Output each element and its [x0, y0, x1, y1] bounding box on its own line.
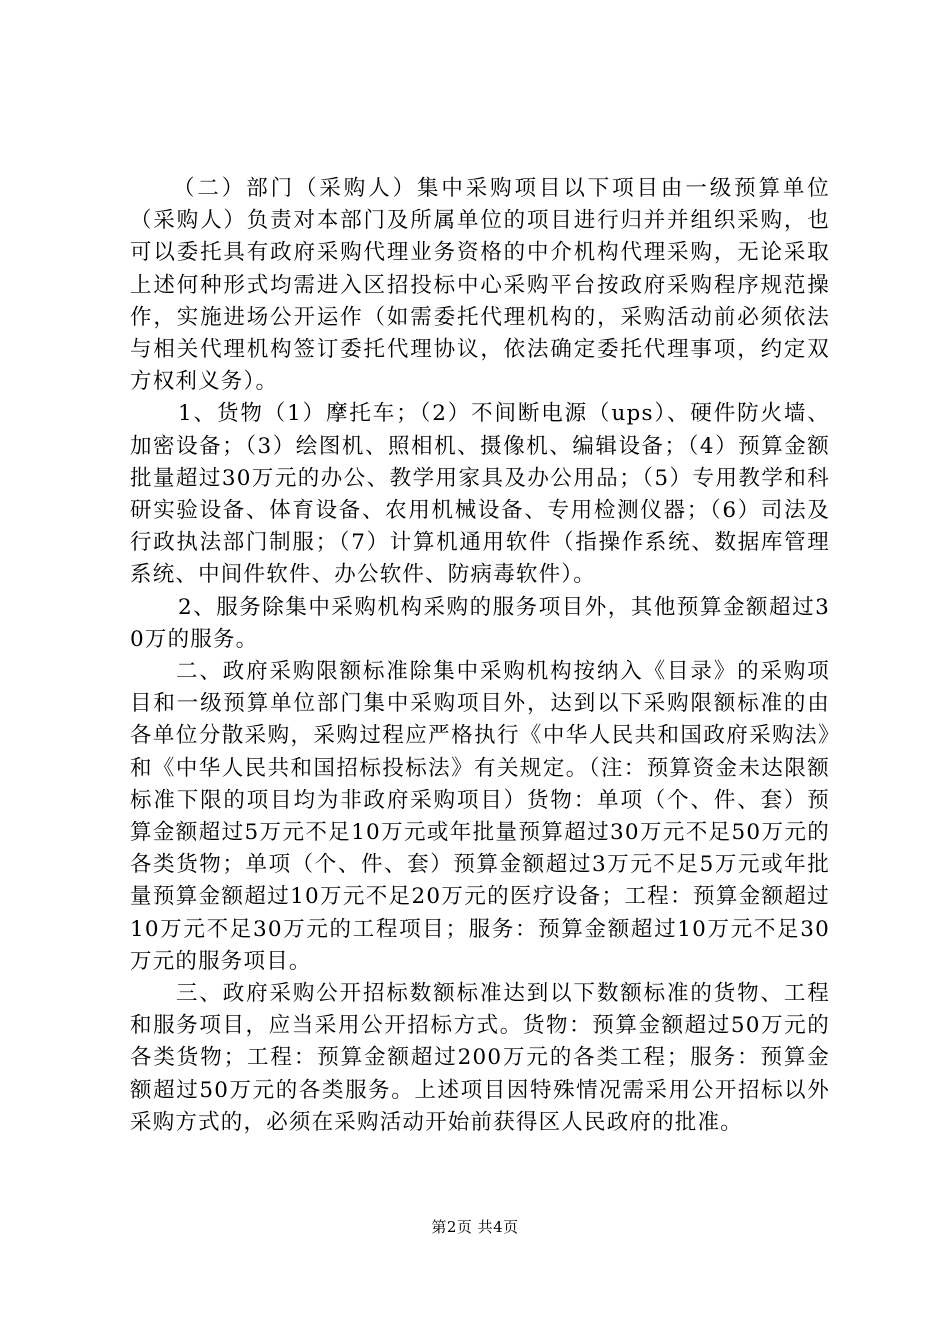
paragraph-department-procurement: （二）部门（采购人）集中采购项目以下项目由一级预算单位（采购人）负责对本部门及所属单位的项目进行归并并组织采购，也可以委托具有政府采购代理业务资格的中介机构代理采购，无论采取上述何种形式均需进入区招投标中心采购平台按政府采购程序规范操作，实施进场公开运作（如需委托代理机构的，采购活动前必须依法与相关代理机构签订委托代理协议，依法确定委托代理事项，约定双方权利义务）。: [130, 176, 830, 395]
document-body: [130, 173, 830, 1139]
paragraph-goods-list: 1、货物（1）摩托车；（2）不间断电源（ups）、硬件防火墙、加密设备；（3）绘图机、照相机、摄像机、编辑设备；（4）预算金额批量超过30万元的办公、教学用家具及办公用品；（5）专用教学和科研实验设备、体育设备、农用机械设备、专用检测仪器；（6）司法及行政执法部门制服；（7）计算机通用软件（指操作系统、数据库管理系统、中间件软件、办公软件、防病毒软件）。: [130, 401, 830, 588]
paragraph-public-tender-standards: 三、政府采购公开招标数额标准达到以下数额标准的货物、工程和服务项目，应当采用公开招标方式。货物：预算金额超过50万元的各类货物；工程：预算金额超过200万元的各类工程；服务：预算金额超过50万元的各类服务。上述项目因特殊情况需采用公开招标以外采购方式的，必须在采购活动开始前获得区人民政府的批准。: [130, 981, 830, 1135]
page-number-footer: 第2页 共4页: [431, 1218, 519, 1236]
paragraph-services: 2、服务除集中采购机构采购的服务项目外，其他预算金额超过30万的服务。: [130, 594, 830, 652]
paragraph-limit-standards: 二、政府采购限额标准除集中采购机构按纳入《目录》的采购项目和一级预算单位部门集中采购项目外，达到以下采购限额标准的由各单位分散采购，采购过程应严格执行《中华人民共和国政府采购法》和《中华人民共和国招标投标法》有关规定。（注：预算资金未达限额标准下限的项目均为非政府采购项目）货物：单项（个、件、套）预算金额超过5万元不足10万元或年批量预算超过30万元不足50万元的各类货物；单项（个、件、套）预算金额超过3万元不足5万元或年批量预算金额超过10万元不足20万元的医疗设备；工程：预算金额超过10万元不足30万元的工程项目；服务：预算金额超过10万元不足30万元的服务项目。: [130, 659, 830, 974]
